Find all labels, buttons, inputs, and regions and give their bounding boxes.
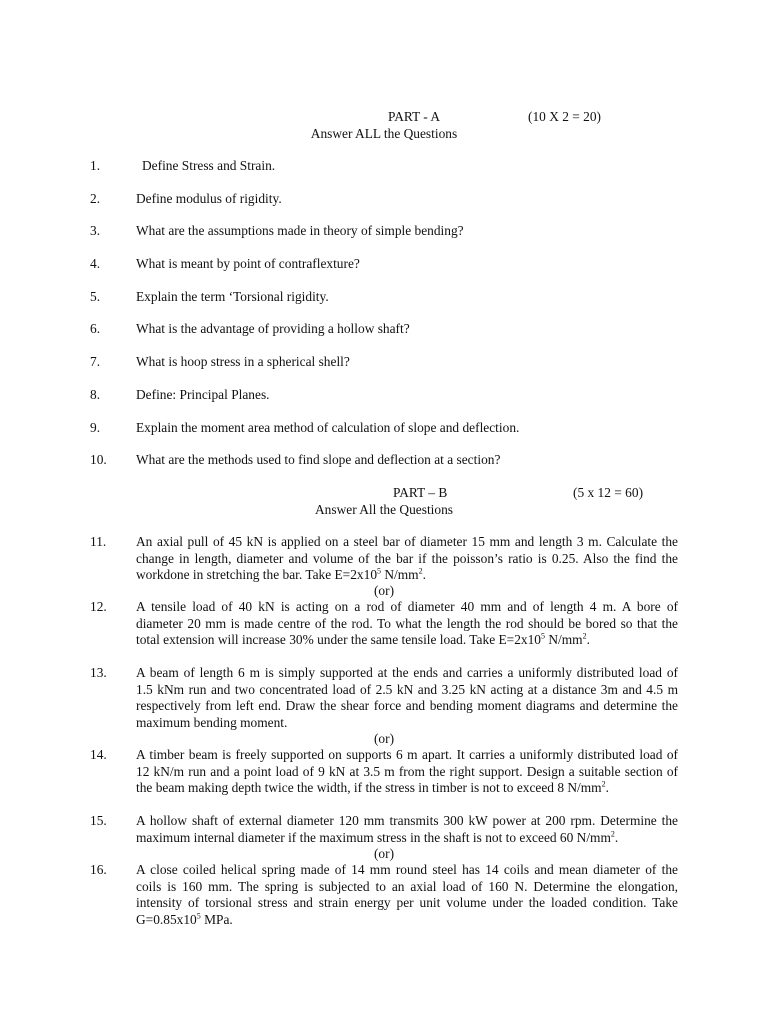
question-text: [136, 665, 678, 731]
question-line: A timber beam is freely supported on supports 6 m apart. It carries a uniformly distributed load of: [136, 747, 678, 762]
text-segment: workdone in stretching the bar. Take E=2x10: [136, 567, 378, 582]
question-text: What is hoop stress in a spherical shell?: [136, 354, 350, 369]
part-b-instruction: Answer All the Questions: [315, 502, 453, 517]
question-text: Define modulus of rigidity.: [136, 191, 282, 206]
question-text: [136, 747, 678, 797]
question-number: 13.: [90, 665, 107, 680]
text-segment: maximum internal diameter if the maximum stress in the shaft is not to exceed 60 N/mm: [136, 829, 611, 845]
question-number: 14.: [90, 747, 107, 762]
superscript: 2: [601, 779, 606, 789]
question-text: [136, 599, 678, 649]
part-b-marks: (5 x 12 = 60): [573, 485, 644, 500]
question-number: 12.: [90, 599, 107, 614]
question-line: A beam of length 6 m is simply supported at the ends and carries a uniformly distributed load of: [136, 665, 678, 680]
question-text: [136, 862, 678, 928]
part-b-title: PART – B: [393, 485, 448, 500]
question-number: 6.: [90, 321, 101, 336]
question-text: Define: Principal Planes.: [136, 387, 270, 402]
question-text: What is the advantage of providing a hollow shaft?: [136, 321, 410, 336]
question-number: 9.: [90, 420, 101, 435]
question-number: 11.: [90, 534, 107, 549]
question-text: [136, 813, 678, 846]
text-segment: N/mm: [545, 632, 583, 647]
question-number: 10.: [90, 452, 107, 467]
question-line: respectively from left end. Draw the shear force and bending moment diagrams and determine the: [136, 698, 678, 713]
question-number: 15.: [90, 813, 107, 828]
question-line: An axial pull of 45 kN is applied on a steel bar of diameter 15 mm and length 3 m. Calculate the: [136, 534, 678, 549]
or-label: (or): [373, 731, 395, 746]
question-line: [136, 632, 678, 649]
text-segment: .: [586, 632, 590, 647]
question-number: 1.: [90, 158, 101, 173]
question-number: 3.: [90, 223, 101, 238]
question-number: 2.: [90, 191, 101, 206]
question-text: What is meant by point of contraflexture?: [136, 256, 360, 271]
text-segment: N/mm: [381, 567, 419, 582]
text-segment: MPa.: [200, 911, 233, 927]
question-line: coils is 160 mm. The spring is subjected to an axial load of 160 N. Determine the elongation,: [136, 878, 678, 894]
question-line: intensity of torsional stress and strain energy per unit volume under the loaded condition. Take: [136, 895, 678, 910]
question-number: 7.: [90, 354, 101, 369]
superscript: 2: [610, 829, 615, 839]
superscript: 5: [196, 911, 201, 921]
question-line: [136, 567, 678, 584]
question-text: What are the methods used to find slope and deflection at a section?: [136, 452, 501, 467]
question-text: Define Stress and Strain.: [142, 158, 276, 173]
question-text: What are the assumptions made in theory of simple bending?: [136, 223, 464, 238]
superscript: 2: [418, 566, 423, 576]
text-segment: .: [422, 567, 426, 582]
part-a-instruction: Answer ALL the Questions: [310, 126, 458, 141]
part-a-marks: (10 X 2 = 20): [528, 109, 602, 124]
question-number: 4.: [90, 256, 101, 271]
question-line: [136, 830, 678, 847]
question-text: Explain the moment area method of calculation of slope and deflection.: [136, 420, 520, 435]
text-segment: .: [605, 780, 609, 795]
question-line: diameter 20 mm is made centre of the rod. To what the length the rod should be bored so that the: [136, 615, 678, 631]
or-label: (or): [373, 583, 395, 598]
question-number: 16.: [90, 862, 107, 877]
question-line: A hollow shaft of external diameter 120 mm transmits 300 kW power at 200 rpm. Determine the: [136, 813, 678, 828]
superscript: 5: [541, 631, 545, 641]
question-number: 5.: [90, 289, 101, 304]
question-text: [136, 534, 678, 584]
question-number: 8.: [90, 387, 101, 402]
question-line: 1.5 kNm run and two concentrated load of 2.5 kN and 3.25 kN acting at a distance 3m and 4.5 m: [136, 681, 678, 697]
question-line: maximum bending moment.: [136, 714, 288, 730]
question-line: 12 kN/m run and a point load of 9 kN at 3.5 m from the right support. Design a suitable section of: [136, 763, 678, 779]
question-text: Explain the term ‘Torsional rigidity.: [136, 289, 329, 304]
text-segment: the beam making depth twice the width, if the stress in timber is not to exceed 8 N/mm: [136, 780, 602, 795]
question-line: [136, 780, 678, 797]
text-segment: .: [614, 829, 619, 845]
text-segment: total extension will increase 30% under the same tensile load. Take E=2x10: [136, 632, 541, 647]
question-line: [136, 912, 678, 929]
question-line: A tensile load of 40 kN is acting on a rod of diameter 40 mm and of length 4 m. A bore of: [136, 599, 678, 614]
text-segment: G=0.85x10: [136, 911, 197, 927]
question-line: A close coiled helical spring made of 14 mm round steel has 14 coils and mean diameter of the: [136, 862, 678, 877]
superscript: 2: [582, 631, 587, 641]
part-a-title: PART - A: [388, 109, 441, 124]
or-label: (or): [373, 846, 395, 861]
question-line: change in length, diameter and volume of the bar if the poisson’s ratio is 0.25. Also the find the: [136, 550, 678, 566]
superscript: 5: [377, 566, 382, 576]
